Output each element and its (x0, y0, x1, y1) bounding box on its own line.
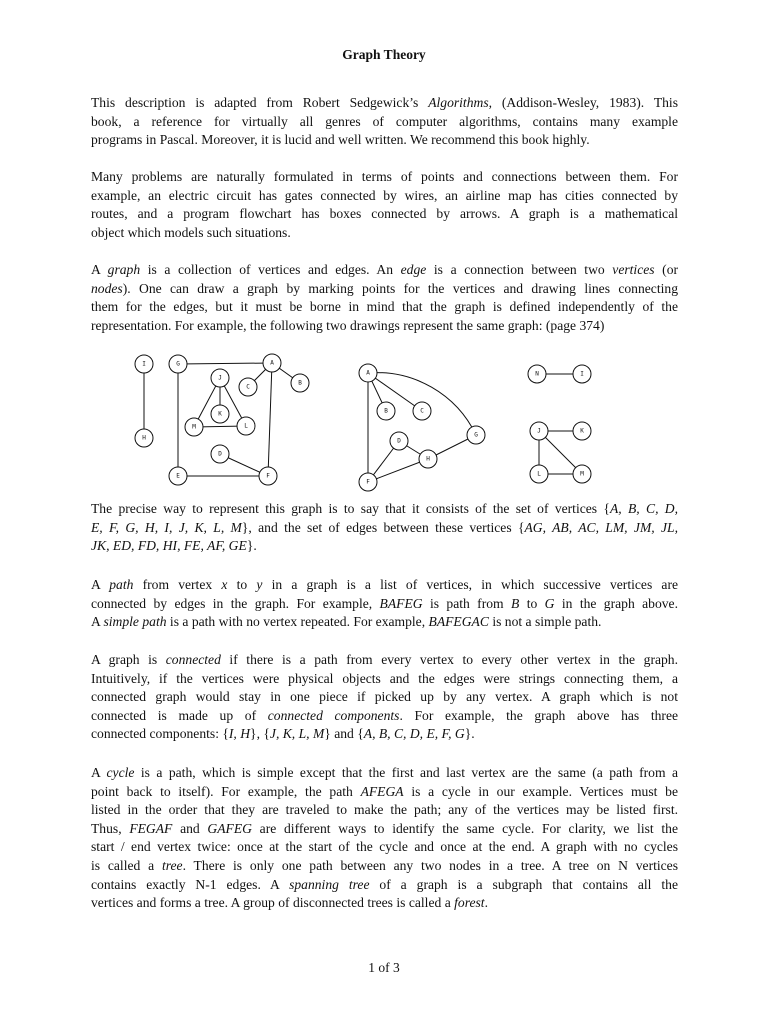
text-line: start / end vertex twice: once at the start of the cycle and once at the end. A graph with no cycles (91, 839, 678, 855)
text-line: object which models such situations. (91, 224, 291, 240)
paragraph-cycle (91, 764, 678, 913)
page-title: Graph Theory (342, 47, 426, 62)
text-line: A graph is connected if there is a path from every vertex to every other vertex in the graph. (91, 652, 678, 667)
edge-af (268, 363, 272, 476)
vertex-label: J (537, 427, 541, 435)
text-line: vertices and forms a tree. A group of disconnected trees is called a forest. (91, 895, 488, 911)
text-line: Intuitively, if the vertices were physical objects and the edges were strings connecting them, a (91, 670, 678, 686)
edge-ga (178, 363, 272, 364)
text-line: A path from vertex x to y in a graph is a list of vertices, in which successive vertices are (91, 577, 679, 592)
vertex-label: F (366, 478, 370, 486)
vertex-label: E (176, 472, 180, 480)
vertex-label: J (218, 374, 222, 382)
vertex-label: H (426, 455, 430, 463)
vertex-label: F (266, 472, 270, 480)
text-line: nodes). One can draw a graph by marking points for the vertices and drawing lines connecting (91, 280, 678, 296)
term-nodes: nodes (91, 280, 123, 296)
vertex-label: G (474, 431, 478, 439)
vertex-label: L (244, 422, 248, 430)
vertex-label: A (270, 359, 274, 367)
vertex-label: K (218, 410, 222, 418)
vertex-label: B (298, 379, 302, 387)
text-line: connected by edges in the graph. For example, BAFEG is path from B to G in the graph above. (91, 595, 678, 611)
text-line: connected components: {I, H}, {J, K, L, M} and {A, B, C, D, E, F, G}. (91, 726, 475, 742)
paragraph-representation (91, 500, 678, 556)
text-line: contains exactly N-1 edges. A spanning tree of a graph is a subgraph that contains all the (91, 876, 678, 892)
vertex-label: D (218, 450, 222, 458)
text-line: listed in the order that they are traveled to make the path; any of the vertices may be listed first. (91, 802, 678, 818)
vertex-label: L (537, 470, 541, 478)
text-line: This description is adapted from Robert Sedgewick’s Algorithms, (Addison-Wesley, 1983). This (91, 95, 678, 110)
paragraph-path (91, 576, 678, 632)
vertex-label: K (580, 427, 584, 435)
vertex-label: M (580, 470, 584, 478)
text-line: example, an electric circuit has gates connected by wires, an airline map has cities connected by (91, 187, 678, 203)
text-line: A graph is a collection of vertices and edges. An edge is a connection between two vertices (or (91, 262, 679, 277)
text-line: connected is made up of connected components. For example, the graph above has three (91, 707, 679, 723)
paragraph-intro (91, 94, 678, 150)
graph-figure (120, 346, 620, 494)
vertex-label: C (246, 383, 250, 391)
paragraph-connected (91, 651, 678, 744)
vertex-label: I (580, 370, 584, 378)
term-vertices: vertices (612, 262, 655, 277)
vertex-label: N (535, 370, 539, 378)
vertex-label: A (366, 369, 370, 377)
text-line: is called a tree. There is only one path between any two nodes in a tree. A tree on N vertices (91, 857, 679, 873)
text-line: representation. For example, the following two drawings represent the same graph: (page 374) (91, 317, 605, 333)
term-edge: edge (400, 262, 427, 277)
vertex-label: D (397, 437, 401, 445)
text-line: them for the edges, but it must be borne in mind that the graph is defined independently of the (91, 299, 678, 315)
page-number: 1 of 3 (368, 960, 400, 975)
text-line: The precise way to represent this graph is to say that it consists of the set of vertices {A, B, C, D, (91, 501, 679, 516)
paragraph-problems (91, 168, 678, 242)
text-line: Many problems are naturally formulated in terms of points and connections between them. For (91, 169, 678, 184)
text-line: routes, and a program flowchart has boxes connected by arrows. A graph is a mathematical (91, 206, 678, 222)
text-line: A simple path is a path with no vertex repeated. For example, BAFEGAC is not a simple path. (91, 614, 602, 630)
text-line: A cycle is a path, which is simple except that the first and last vertex are the same (a path from a (91, 765, 679, 780)
vertex-label: B (384, 407, 388, 415)
paragraph-graph-definition (91, 261, 678, 335)
text-line: book, a reference for virtually all genres of computer algorithms, contains many example (91, 113, 678, 129)
vertex-label: G (176, 360, 180, 368)
text-line: programs in Pascal. Moreover, it is lucid and well written. We recommend this book highly. (91, 132, 590, 148)
term-graph: graph (107, 262, 141, 277)
text-line: point back to itself). For example, the path AFEGA is a cycle in our example. Vertices must be (91, 783, 678, 799)
text-line: connected graph would stay in one piece if picked up by any vertex. A graph which is not (91, 689, 678, 705)
vertex-label: H (142, 434, 146, 442)
vertex-label: I (142, 360, 146, 368)
vertex-label: M (192, 423, 196, 431)
vertex-label: C (420, 407, 424, 415)
text-line: E, F, G, H, I, J, K, L, M}, and the set of edges between these vertices {AG, AB, AC, LM, JM, JL, (91, 519, 679, 535)
text-line: Thus, FEGAF and GAFEG are different ways to identify the same cycle. For clarity, we list the (91, 820, 678, 836)
text-line: JK, ED, FD, HI, FE, AF, GE}. (91, 538, 257, 554)
